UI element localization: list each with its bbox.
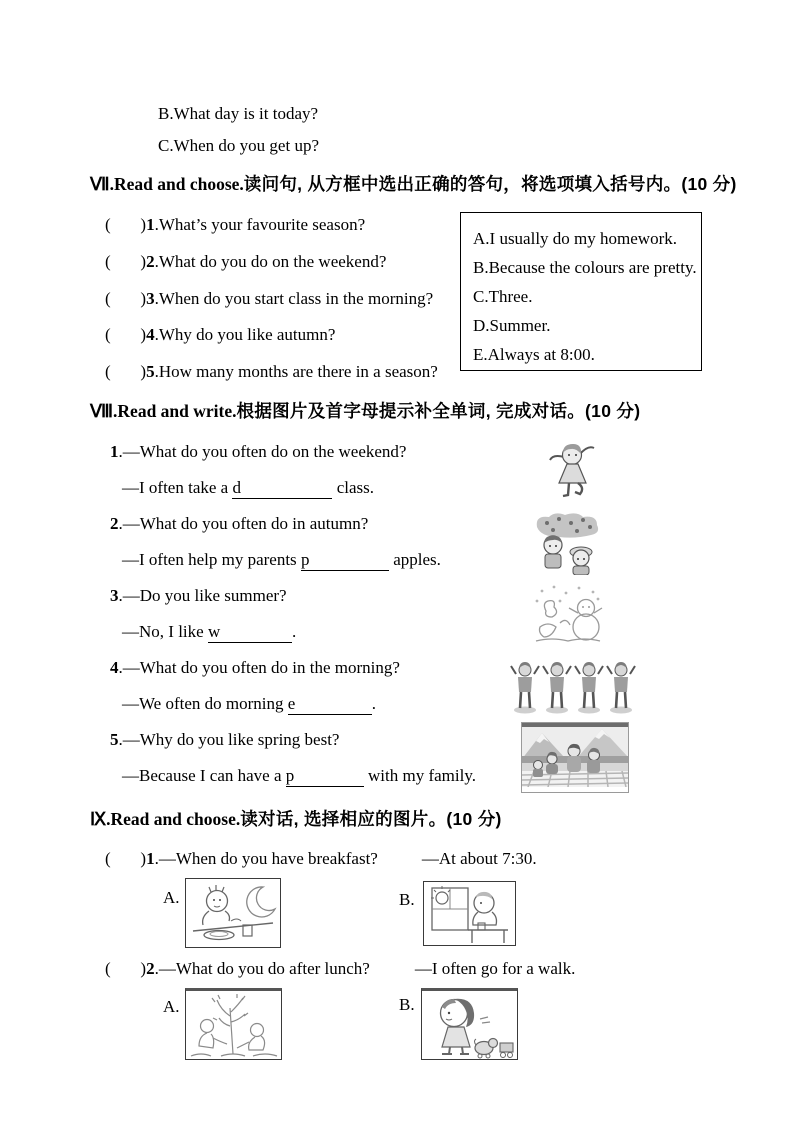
s8-item2-picture bbox=[535, 511, 601, 580]
item-number: 2 bbox=[110, 514, 119, 533]
question-text: .Why do you like autumn? bbox=[154, 325, 336, 344]
question-text: .—What do you often do in autumn? bbox=[118, 514, 369, 533]
hint-letter: d bbox=[232, 478, 241, 497]
s7-option-e: E.Always at 8:00. bbox=[473, 345, 595, 364]
answer-text-post: with my family. bbox=[363, 766, 476, 785]
section8-roman-numeral: Ⅷ bbox=[90, 401, 114, 421]
s9-item2-line bbox=[105, 959, 575, 979]
answer-paren: ( ) bbox=[105, 362, 147, 381]
section7-title-en: .Read and choose. bbox=[109, 174, 244, 194]
s9-item2-option-b-picture bbox=[421, 988, 518, 1060]
section7-title-zh: 读问句, 从方框中选出正确的答句，将选项填入括号内。 bbox=[243, 174, 682, 194]
answer-paren: ( ) bbox=[105, 215, 147, 234]
question-text: .—Do you like summer? bbox=[118, 586, 287, 605]
carryover-option-c: C.When do you get up? bbox=[158, 136, 319, 155]
section9-score: (10 分) bbox=[446, 809, 502, 829]
s8-item5-picture bbox=[521, 722, 629, 793]
s8-item1-question bbox=[110, 442, 406, 462]
answer-paren: ( ) bbox=[105, 959, 147, 978]
s8-item1-answer bbox=[122, 478, 374, 499]
item-number: 4 bbox=[110, 658, 119, 677]
family-picnic-mountains-illustration bbox=[522, 723, 628, 787]
section9-title-en: .Read and choose. bbox=[106, 809, 241, 829]
question-number: 2 bbox=[146, 252, 155, 271]
section7-score: (10 分) bbox=[681, 174, 737, 194]
boy-eating-breakfast-morning-sun-illustration bbox=[426, 883, 514, 945]
question-text: .—Why do you like spring best? bbox=[118, 730, 340, 749]
section8-title-en: .Read and write. bbox=[113, 401, 237, 421]
fill-in-blank bbox=[288, 694, 372, 715]
s7-option-d: D.Summer. bbox=[473, 316, 551, 335]
answer-text-post: . bbox=[291, 622, 297, 641]
question-text: .—What do you often do on the weekend? bbox=[118, 442, 407, 461]
s8-item5-answer bbox=[122, 766, 476, 787]
question-number: 3 bbox=[146, 289, 155, 308]
question-text: .—When do you have breakfast? bbox=[154, 849, 378, 868]
fill-in-blank bbox=[286, 766, 364, 787]
question-text: .When do you start class in the morning? bbox=[154, 289, 434, 308]
section8-title-zh: 根据图片及首字母提示补全单词, 完成对话。 bbox=[236, 401, 586, 421]
s7-question-5 bbox=[105, 362, 438, 382]
section7-header bbox=[90, 174, 737, 194]
answer-text-pre: —Because I can have a bbox=[122, 766, 286, 785]
question-text: .What do you do on the weekend? bbox=[154, 252, 387, 271]
s8-item3-answer bbox=[122, 622, 296, 643]
question-text: .How many months are there in a season? bbox=[154, 362, 438, 381]
children-morning-exercise-illustration bbox=[510, 655, 636, 715]
s9-item1-line bbox=[105, 849, 537, 869]
s7-question-2 bbox=[105, 252, 386, 272]
answer-text-post: class. bbox=[332, 478, 374, 497]
s8-item3-picture bbox=[532, 583, 603, 650]
s7-question-3 bbox=[105, 289, 433, 309]
item-number: 2 bbox=[146, 959, 155, 978]
answer-text: —At about 7:30. bbox=[421, 849, 537, 868]
answer-text: —I often go for a walk. bbox=[414, 959, 576, 978]
question-number: 1 bbox=[146, 215, 155, 234]
fill-in-blank bbox=[208, 622, 292, 643]
question-text: .—What do you do after lunch? bbox=[154, 959, 370, 978]
answer-paren: ( ) bbox=[105, 252, 147, 271]
s9-item1-option-b-label: B. bbox=[399, 890, 415, 909]
s7-question-1 bbox=[105, 215, 365, 235]
s7-question-4 bbox=[105, 325, 335, 345]
fill-in-blank bbox=[301, 550, 389, 571]
fill-in-blank bbox=[232, 478, 332, 499]
s7-answer-options-box bbox=[460, 212, 702, 371]
s8-item4-question bbox=[110, 658, 400, 678]
girl-walking-with-dog-illustration bbox=[424, 991, 516, 1059]
carryover-option-b: B.What day is it today? bbox=[158, 104, 319, 123]
section8-score: (10 分) bbox=[585, 401, 641, 421]
s8-item2-answer bbox=[122, 550, 441, 571]
s9-item1-option-a-picture bbox=[185, 878, 281, 948]
item-number: 1 bbox=[146, 849, 155, 868]
item-number: 3 bbox=[110, 586, 119, 605]
answer-paren: ( ) bbox=[105, 289, 147, 308]
hint-letter: w bbox=[207, 622, 221, 641]
answer-paren: ( ) bbox=[105, 325, 147, 344]
answer-paren: ( ) bbox=[105, 849, 147, 868]
winter-snowman-scene-illustration bbox=[532, 583, 603, 645]
section8-header bbox=[90, 401, 640, 421]
boy-eating-at-night-moon-illustration bbox=[187, 881, 279, 945]
s7-option-a: A.I usually do my homework. bbox=[473, 229, 677, 248]
hint-letter: p bbox=[300, 550, 310, 569]
question-text: .What’s your favourite season? bbox=[154, 215, 366, 234]
s9-item1-option-a-label: A. bbox=[163, 888, 180, 907]
s7-option-c: C.Three. bbox=[473, 287, 533, 306]
children-picking-apples-illustration bbox=[535, 511, 601, 575]
answer-text-pre: —No, I like bbox=[122, 622, 208, 641]
item-number: 5 bbox=[110, 730, 119, 749]
section9-roman-numeral: Ⅸ bbox=[90, 809, 107, 829]
s8-item3-question bbox=[110, 586, 287, 606]
s9-item2-option-b-label: B. bbox=[399, 995, 415, 1014]
answer-text-pre: —I often help my parents bbox=[122, 550, 301, 569]
section9-title-zh: 读对话, 选择相应的图片。 bbox=[240, 809, 447, 829]
section7-roman-numeral: Ⅶ bbox=[90, 174, 110, 194]
answer-text-post: . bbox=[371, 694, 377, 713]
question-text: .—What do you often do in the morning? bbox=[118, 658, 400, 677]
s8-item4-picture bbox=[510, 655, 636, 720]
question-number: 4 bbox=[146, 325, 155, 344]
s9-item1-option-b-picture bbox=[423, 881, 516, 946]
answer-text-post: apples. bbox=[388, 550, 441, 569]
children-planting-tree-illustration bbox=[187, 992, 280, 1058]
s7-option-b: B.Because the colours are pretty. bbox=[473, 258, 697, 277]
hint-letter: p bbox=[285, 766, 295, 785]
hint-letter: e bbox=[287, 694, 296, 713]
s8-item1-picture bbox=[540, 441, 606, 508]
answer-text-pre: —We often do morning bbox=[122, 694, 288, 713]
s9-item2-option-a-label: A. bbox=[163, 997, 180, 1016]
s9-item2-option-a-picture bbox=[185, 988, 282, 1060]
s8-item5-question bbox=[110, 730, 339, 750]
item-number: 1 bbox=[110, 442, 119, 461]
s8-item2-question bbox=[110, 514, 368, 534]
question-number: 5 bbox=[146, 362, 155, 381]
answer-text-pre: —I often take a bbox=[122, 478, 233, 497]
s8-item4-answer bbox=[122, 694, 376, 715]
section9-header bbox=[90, 809, 502, 829]
dancing-girl-illustration bbox=[540, 441, 606, 503]
